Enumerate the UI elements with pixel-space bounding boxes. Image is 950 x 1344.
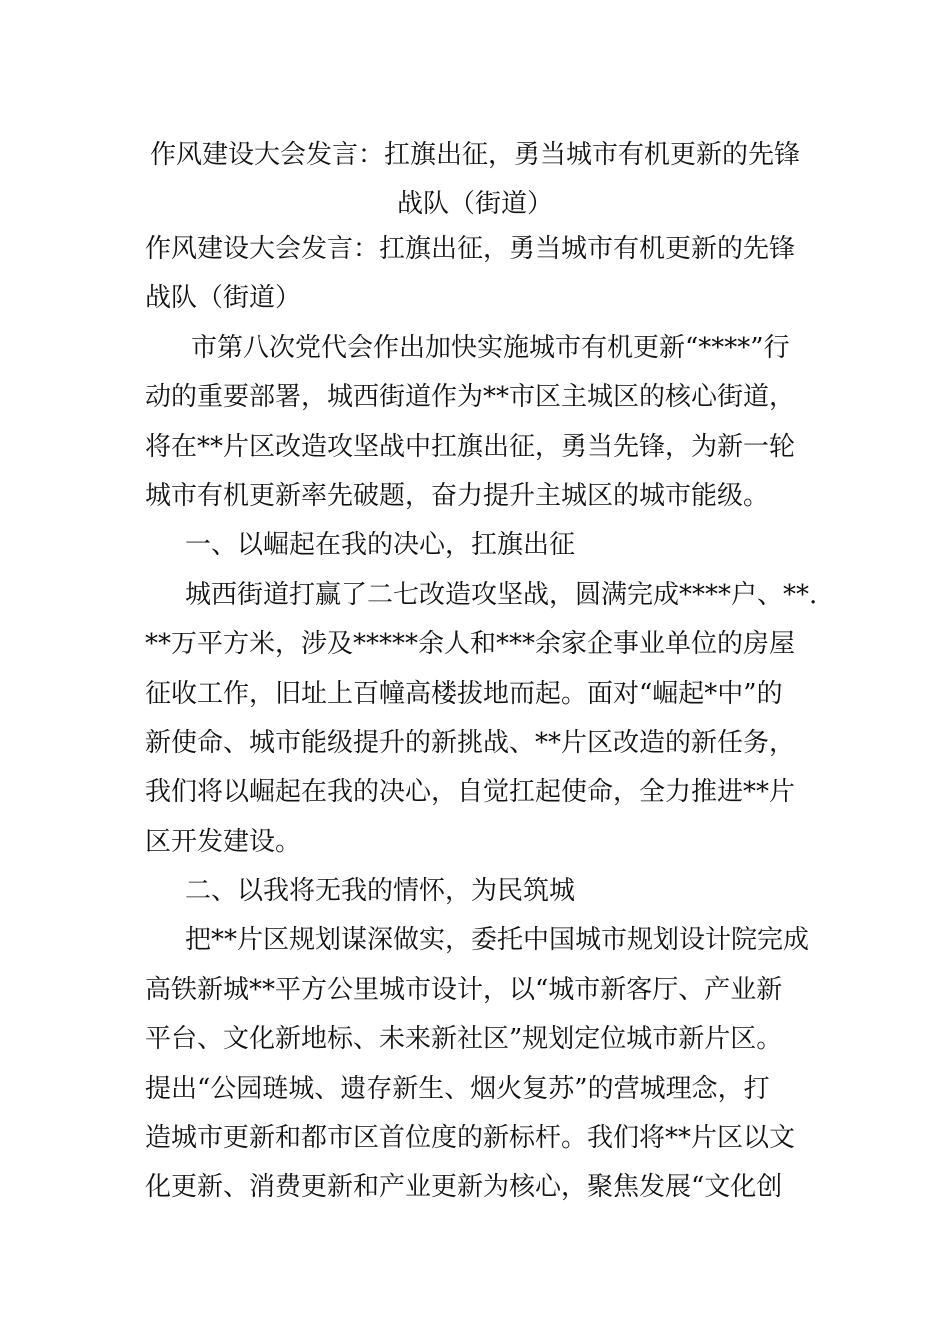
title-line-1: 作风建设大会发言：扛旗出征，勇当城市有机更新的先锋 <box>149 140 800 170</box>
intro-paragraph-line-4: 城市有机更新率先破题，奋力提升主城区的城市能级。 <box>145 480 770 511</box>
section-1-line-6: 区开发建设。 <box>145 826 302 857</box>
subtitle-line-2: 战队（街道） <box>145 283 302 314</box>
section-2-line-1: 把**片区规划谋深做实，委托中国城市规划设计院完成 <box>185 925 810 956</box>
intro-paragraph-line-3: 将在**片区改造攻坚战中扛旗出征，勇当先锋，为新一轮 <box>145 431 796 462</box>
subtitle-line-1: 作风建设大会发言：扛旗出征，勇当城市有机更新的先锋 <box>145 234 796 264</box>
intro-paragraph-line-2: 动的重要部署，城西街道作为**市区主城区的核心街道， <box>145 382 796 413</box>
section-2-line-3: 平台、文化新地标、未来新社区”规划定位城市新片区。 <box>145 1024 783 1055</box>
section-2-line-4: 提出“公园琏城、遗存新生、烟火复苏”的营城理念，打 <box>145 1073 770 1104</box>
section-2-heading: 二、以我将无我的情怀，为民筑城 <box>185 876 576 907</box>
section-2-line-6: 化更新、消费更新和产业更新为核心，聚焦发展“文化创 <box>145 1172 783 1203</box>
title-line-2: 战队（街道） <box>396 189 553 220</box>
section-1-line-5: 我们将以崛起在我的决心，自觉扛起使命，全力推进**片 <box>145 777 796 808</box>
section-1-line-4: 新使命、城市能级提升的新挑战、**片区改造的新任务， <box>145 727 796 758</box>
section-1-line-3: 征收工作，旧址上百幢高楼拔地而起。面对“崛起*中”的 <box>145 678 783 709</box>
document-title <box>145 130 805 229</box>
document-body <box>145 225 818 1213</box>
section-1-heading: 一、以崛起在我的决心，扛旗出征 <box>185 530 576 561</box>
intro-paragraph-line-1: 市第八次党代会作出加快实施城市有机更新“****”行 <box>191 332 790 363</box>
section-1-line-2: **万平方米，涉及*****余人和***余家企事业单位的房屋 <box>145 629 796 660</box>
section-1-line-1: 城西街道打赢了二七改造攻坚战，圆满完成****户、**. <box>185 579 818 610</box>
section-2-line-5: 造城市更新和都市区首位度的新标杆。我们将**片区以文 <box>145 1123 796 1154</box>
section-2-line-2: 高铁新城**平方公里城市设计，以“城市新客厅、产业新 <box>145 974 783 1005</box>
